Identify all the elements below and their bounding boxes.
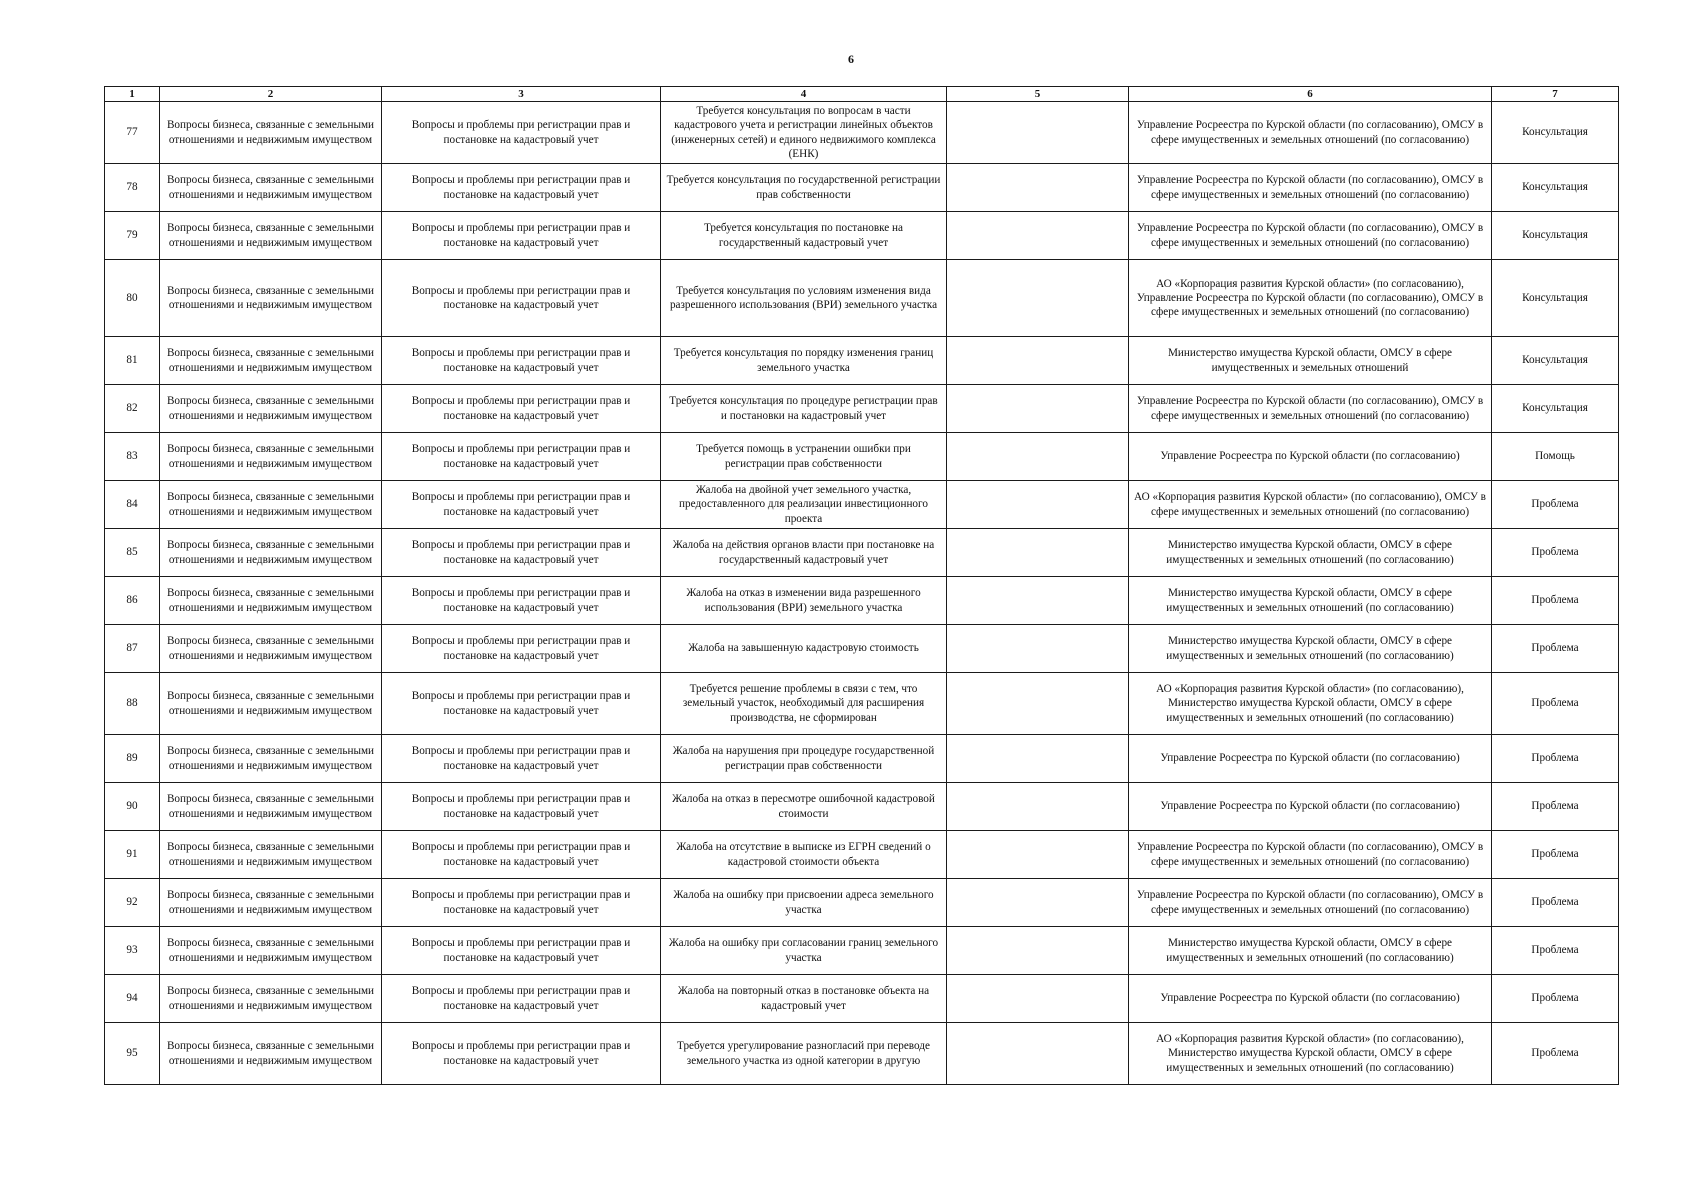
description-cell: Требуется помощь в устранении ошибки при регистрации прав собственности bbox=[661, 433, 947, 481]
request-type-cell: Проблема bbox=[1492, 481, 1619, 529]
description-cell: Жалоба на ошибку при согласовании границ земельного участка bbox=[661, 927, 947, 975]
column-5-cell bbox=[947, 735, 1129, 783]
topic-cell: Вопросы бизнеса, связанные с земельными отношениями и недвижимым имуществом bbox=[160, 673, 382, 735]
table-row bbox=[105, 879, 1619, 927]
responsible-cell: Управление Росреестра по Курской области (по согласованию) bbox=[1129, 783, 1492, 831]
topic-cell: Вопросы бизнеса, связанные с земельными отношениями и недвижимым имуществом bbox=[160, 260, 382, 337]
topic-cell: Вопросы бизнеса, связанные с земельными отношениями и недвижимым имуществом bbox=[160, 831, 382, 879]
subtopic-cell: Вопросы и проблемы при регистрации прав и постановке на кадастровый учет bbox=[382, 879, 661, 927]
row-number: 80 bbox=[105, 260, 160, 337]
table-row bbox=[105, 927, 1619, 975]
responsible-cell: Управление Росреестра по Курской области (по согласованию) bbox=[1129, 433, 1492, 481]
topic-cell: Вопросы бизнеса, связанные с земельными отношениями и недвижимым имуществом bbox=[160, 879, 382, 927]
column-5-cell bbox=[947, 625, 1129, 673]
description-cell: Жалоба на повторный отказ в постановке объекта на кадастровый учет bbox=[661, 975, 947, 1023]
subtopic-cell: Вопросы и проблемы при регистрации прав и постановке на кадастровый учет bbox=[382, 164, 661, 212]
responsible-cell: Управление Росреестра по Курской области (по согласованию), ОМСУ в сфере имущественных и земельных отношений (по согласованию) bbox=[1129, 831, 1492, 879]
column-5-cell bbox=[947, 337, 1129, 385]
table-row bbox=[105, 337, 1619, 385]
topic-cell: Вопросы бизнеса, связанные с земельными отношениями и недвижимым имуществом bbox=[160, 337, 382, 385]
column-5-cell bbox=[947, 673, 1129, 735]
request-type-cell: Проблема bbox=[1492, 529, 1619, 577]
row-number: 81 bbox=[105, 337, 160, 385]
request-type-cell: Консультация bbox=[1492, 337, 1619, 385]
column-5-cell bbox=[947, 212, 1129, 260]
topic-cell: Вопросы бизнеса, связанные с земельными отношениями и недвижимым имуществом bbox=[160, 481, 382, 529]
table-row bbox=[105, 212, 1619, 260]
request-type-cell: Консультация bbox=[1492, 164, 1619, 212]
table-row bbox=[105, 102, 1619, 164]
table-row bbox=[105, 783, 1619, 831]
request-type-cell: Консультация bbox=[1492, 260, 1619, 337]
topic-cell: Вопросы бизнеса, связанные с земельными отношениями и недвижимым имуществом bbox=[160, 385, 382, 433]
subtopic-cell: Вопросы и проблемы при регистрации прав и постановке на кадастровый учет bbox=[382, 673, 661, 735]
row-number: 93 bbox=[105, 927, 160, 975]
description-cell: Требуется консультация по процедуре регистрации прав и постановки на кадастровый учет bbox=[661, 385, 947, 433]
subtopic-cell: Вопросы и проблемы при регистрации прав и постановке на кадастровый учет bbox=[382, 831, 661, 879]
column-5-cell bbox=[947, 529, 1129, 577]
column-5-cell bbox=[947, 577, 1129, 625]
responsible-cell: АО «Корпорация развития Курской области» (по согласованию), Министерство имущества Курской области, ОМСУ в сфере имущественных и земельных отношений (по согласованию) bbox=[1129, 673, 1492, 735]
responsible-cell: Управление Росреестра по Курской области (по согласованию) bbox=[1129, 735, 1492, 783]
description-cell: Требуется консультация по условиям изменения вида разрешенного использования (ВРИ) земельного участка bbox=[661, 260, 947, 337]
row-number: 94 bbox=[105, 975, 160, 1023]
table-row bbox=[105, 385, 1619, 433]
page-number: 6 bbox=[848, 52, 854, 66]
column-5-cell bbox=[947, 433, 1129, 481]
header-row bbox=[105, 87, 1619, 102]
table-row bbox=[105, 673, 1619, 735]
row-number: 82 bbox=[105, 385, 160, 433]
request-type-cell: Проблема bbox=[1492, 577, 1619, 625]
request-type-cell: Консультация bbox=[1492, 212, 1619, 260]
responsible-cell: Министерство имущества Курской области, ОМСУ в сфере имущественных и земельных отношений (по согласованию) bbox=[1129, 625, 1492, 673]
subtopic-cell: Вопросы и проблемы при регистрации прав и постановке на кадастровый учет bbox=[382, 783, 661, 831]
description-cell: Требуется урегулирование разногласий при переводе земельного участка из одной категории в другую bbox=[661, 1023, 947, 1085]
subtopic-cell: Вопросы и проблемы при регистрации прав и постановке на кадастровый учет bbox=[382, 529, 661, 577]
row-number: 84 bbox=[105, 481, 160, 529]
column-5-cell bbox=[947, 1023, 1129, 1085]
responsible-cell: Министерство имущества Курской области, ОМСУ в сфере имущественных и земельных отношений (по согласованию) bbox=[1129, 927, 1492, 975]
row-number: 78 bbox=[105, 164, 160, 212]
row-number: 89 bbox=[105, 735, 160, 783]
responsible-cell: Управление Росреестра по Курской области (по согласованию), ОМСУ в сфере имущественных и земельных отношений (по согласованию) bbox=[1129, 879, 1492, 927]
responsible-cell: АО «Корпорация развития Курской области» (по согласованию), Министерство имущества Курской области, ОМСУ в сфере имущественных и земельных отношений (по согласованию) bbox=[1129, 1023, 1492, 1085]
topic-cell: Вопросы бизнеса, связанные с земельными отношениями и недвижимым имуществом bbox=[160, 433, 382, 481]
column-header: 5 bbox=[947, 87, 1129, 102]
row-number: 79 bbox=[105, 212, 160, 260]
column-header: 3 bbox=[382, 87, 661, 102]
column-5-cell bbox=[947, 927, 1129, 975]
request-type-cell: Проблема bbox=[1492, 783, 1619, 831]
subtopic-cell: Вопросы и проблемы при регистрации прав и постановке на кадастровый учет bbox=[382, 385, 661, 433]
subtopic-cell: Вопросы и проблемы при регистрации прав и постановке на кадастровый учет bbox=[382, 337, 661, 385]
request-type-cell: Консультация bbox=[1492, 102, 1619, 164]
subtopic-cell: Вопросы и проблемы при регистрации прав и постановке на кадастровый учет bbox=[382, 927, 661, 975]
column-5-cell bbox=[947, 975, 1129, 1023]
description-cell: Жалоба на нарушения при процедуре государственной регистрации прав собственности bbox=[661, 735, 947, 783]
description-cell: Требуется консультация по порядку изменения границ земельного участка bbox=[661, 337, 947, 385]
request-type-cell: Помощь bbox=[1492, 433, 1619, 481]
request-type-cell: Проблема bbox=[1492, 831, 1619, 879]
responsible-cell: Управление Росреестра по Курской области (по согласованию), ОМСУ в сфере имущественных и земельных отношений (по согласованию) bbox=[1129, 212, 1492, 260]
table-row bbox=[105, 577, 1619, 625]
column-5-cell bbox=[947, 879, 1129, 927]
request-type-cell: Проблема bbox=[1492, 879, 1619, 927]
column-5-cell bbox=[947, 831, 1129, 879]
topic-cell: Вопросы бизнеса, связанные с земельными отношениями и недвижимым имуществом bbox=[160, 783, 382, 831]
column-5-cell bbox=[947, 102, 1129, 164]
description-cell: Требуется решение проблемы в связи с тем, что земельный участок, необходимый для расширения производства, не сформирован bbox=[661, 673, 947, 735]
column-header: 4 bbox=[661, 87, 947, 102]
description-cell: Требуется консультация по вопросам в части кадастрового учета и регистрации линейных объектов (инженерных сетей) и единого недвижимого комплекса (ЕНК) bbox=[661, 102, 947, 164]
table-row bbox=[105, 625, 1619, 673]
subtopic-cell: Вопросы и проблемы при регистрации прав и постановке на кадастровый учет bbox=[382, 260, 661, 337]
column-5-cell bbox=[947, 783, 1129, 831]
request-type-cell: Консультация bbox=[1492, 385, 1619, 433]
subtopic-cell: Вопросы и проблемы при регистрации прав и постановке на кадастровый учет bbox=[382, 975, 661, 1023]
topic-cell: Вопросы бизнеса, связанные с земельными отношениями и недвижимым имуществом bbox=[160, 577, 382, 625]
row-number: 91 bbox=[105, 831, 160, 879]
subtopic-cell: Вопросы и проблемы при регистрации прав и постановке на кадастровый учет bbox=[382, 577, 661, 625]
table-row bbox=[105, 164, 1619, 212]
column-header: 6 bbox=[1129, 87, 1492, 102]
description-cell: Жалоба на ошибку при присвоении адреса земельного участка bbox=[661, 879, 947, 927]
responsible-cell: Министерство имущества Курской области, ОМСУ в сфере имущественных и земельных отношений (по согласованию) bbox=[1129, 577, 1492, 625]
subtopic-cell: Вопросы и проблемы при регистрации прав и постановке на кадастровый учет bbox=[382, 433, 661, 481]
responsible-cell: Управление Росреестра по Курской области (по согласованию) bbox=[1129, 975, 1492, 1023]
description-cell: Жалоба на отсутствие в выписке из ЕГРН сведений о кадастровой стоимости объекта bbox=[661, 831, 947, 879]
responsible-cell: Управление Росреестра по Курской области (по согласованию), ОМСУ в сфере имущественных и земельных отношений (по согласованию) bbox=[1129, 385, 1492, 433]
topic-cell: Вопросы бизнеса, связанные с земельными отношениями и недвижимым имуществом bbox=[160, 975, 382, 1023]
table-row bbox=[105, 1023, 1619, 1085]
request-type-cell: Проблема bbox=[1492, 927, 1619, 975]
description-cell: Жалоба на двойной учет земельного участка, предоставленного для реализации инвестиционного проекта bbox=[661, 481, 947, 529]
row-number: 90 bbox=[105, 783, 160, 831]
request-type-cell: Проблема bbox=[1492, 673, 1619, 735]
description-cell: Жалоба на отказ в пересмотре ошибочной кадастровой стоимости bbox=[661, 783, 947, 831]
responsible-cell: Управление Росреестра по Курской области (по согласованию), ОМСУ в сфере имущественных и земельных отношений (по согласованию) bbox=[1129, 102, 1492, 164]
table-row bbox=[105, 529, 1619, 577]
description-cell: Жалоба на завышенную кадастровую стоимость bbox=[661, 625, 947, 673]
request-type-cell: Проблема bbox=[1492, 1023, 1619, 1085]
row-number: 77 bbox=[105, 102, 160, 164]
registry-table bbox=[104, 86, 1619, 1085]
subtopic-cell: Вопросы и проблемы при регистрации прав и постановке на кадастровый учет bbox=[382, 212, 661, 260]
column-5-cell bbox=[947, 385, 1129, 433]
table-row bbox=[105, 260, 1619, 337]
subtopic-cell: Вопросы и проблемы при регистрации прав и постановке на кадастровый учет bbox=[382, 102, 661, 164]
responsible-cell: Управление Росреестра по Курской области (по согласованию), ОМСУ в сфере имущественных и земельных отношений (по согласованию) bbox=[1129, 164, 1492, 212]
column-header: 7 bbox=[1492, 87, 1619, 102]
column-header: 2 bbox=[160, 87, 382, 102]
responsible-cell: АО «Корпорация развития Курской области» (по согласованию), ОМСУ в сфере имущественных и земельных отношений (по согласованию) bbox=[1129, 481, 1492, 529]
column-5-cell bbox=[947, 260, 1129, 337]
request-type-cell: Проблема bbox=[1492, 735, 1619, 783]
row-number: 95 bbox=[105, 1023, 160, 1085]
row-number: 87 bbox=[105, 625, 160, 673]
column-5-cell bbox=[947, 164, 1129, 212]
request-type-cell: Проблема bbox=[1492, 625, 1619, 673]
table-row bbox=[105, 735, 1619, 783]
topic-cell: Вопросы бизнеса, связанные с земельными отношениями и недвижимым имуществом bbox=[160, 1023, 382, 1085]
description-cell: Требуется консультация по постановке на государственный кадастровый учет bbox=[661, 212, 947, 260]
topic-cell: Вопросы бизнеса, связанные с земельными отношениями и недвижимым имуществом bbox=[160, 529, 382, 577]
column-header: 1 bbox=[105, 87, 160, 102]
row-number: 88 bbox=[105, 673, 160, 735]
row-number: 85 bbox=[105, 529, 160, 577]
description-cell: Жалоба на отказ в изменении вида разрешенного использования (ВРИ) земельного участка bbox=[661, 577, 947, 625]
table-row bbox=[105, 433, 1619, 481]
topic-cell: Вопросы бизнеса, связанные с земельными отношениями и недвижимым имуществом bbox=[160, 102, 382, 164]
row-number: 92 bbox=[105, 879, 160, 927]
subtopic-cell: Вопросы и проблемы при регистрации прав и постановке на кадастровый учет bbox=[382, 1023, 661, 1085]
subtopic-cell: Вопросы и проблемы при регистрации прав и постановке на кадастровый учет bbox=[382, 735, 661, 783]
topic-cell: Вопросы бизнеса, связанные с земельными отношениями и недвижимым имуществом bbox=[160, 735, 382, 783]
topic-cell: Вопросы бизнеса, связанные с земельными отношениями и недвижимым имуществом bbox=[160, 625, 382, 673]
responsible-cell: Министерство имущества Курской области, ОМСУ в сфере имущественных и земельных отношений bbox=[1129, 337, 1492, 385]
column-5-cell bbox=[947, 481, 1129, 529]
responsible-cell: АО «Корпорация развития Курской области» (по согласованию), Управление Росреестра по Курской области (по согласованию), ОМСУ в сфере имущественных и земельных отношений (по согласованию) bbox=[1129, 260, 1492, 337]
table-row bbox=[105, 831, 1619, 879]
responsible-cell: Министерство имущества Курской области, ОМСУ в сфере имущественных и земельных отношений (по согласованию) bbox=[1129, 529, 1492, 577]
topic-cell: Вопросы бизнеса, связанные с земельными отношениями и недвижимым имуществом bbox=[160, 164, 382, 212]
row-number: 83 bbox=[105, 433, 160, 481]
table-row bbox=[105, 975, 1619, 1023]
request-type-cell: Проблема bbox=[1492, 975, 1619, 1023]
row-number: 86 bbox=[105, 577, 160, 625]
subtopic-cell: Вопросы и проблемы при регистрации прав и постановке на кадастровый учет bbox=[382, 625, 661, 673]
topic-cell: Вопросы бизнеса, связанные с земельными отношениями и недвижимым имуществом bbox=[160, 212, 382, 260]
table-row bbox=[105, 481, 1619, 529]
description-cell: Жалоба на действия органов власти при постановке на государственный кадастровый учет bbox=[661, 529, 947, 577]
subtopic-cell: Вопросы и проблемы при регистрации прав и постановке на кадастровый учет bbox=[382, 481, 661, 529]
topic-cell: Вопросы бизнеса, связанные с земельными отношениями и недвижимым имуществом bbox=[160, 927, 382, 975]
description-cell: Требуется консультация по государственной регистрации прав собственности bbox=[661, 164, 947, 212]
